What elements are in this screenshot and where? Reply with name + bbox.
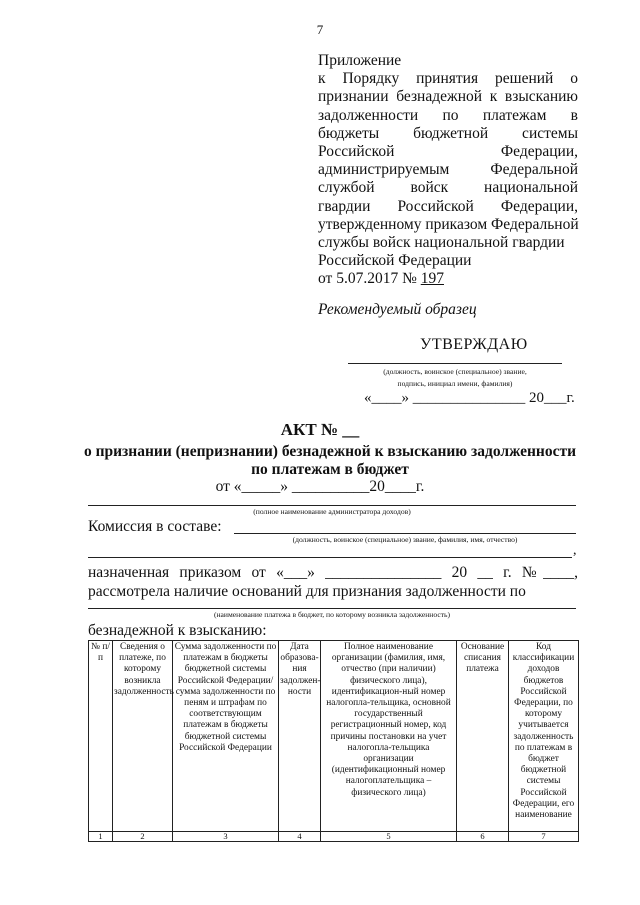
appendix-line: администрируемым Федеральной (318, 161, 578, 179)
table-number-cell: 6 (457, 832, 509, 842)
debt-table (88, 640, 579, 842)
sample-label: Рекомендуемый образец (318, 301, 477, 318)
appendix-title: Приложение (318, 52, 402, 69)
act-subtitle-line: о признании (непризнании) безнадежной к взысканию задолженности (83, 443, 577, 460)
table-header-cell: Код классификации доходов бюджетов Российской Федерации, по которому учитывается задолженность по платежам в бюджет бюджетной системы Российской Федерации, его наименование (509, 641, 579, 832)
comma: , (573, 543, 577, 558)
table-number-cell: 5 (321, 832, 457, 842)
signature-caption (348, 366, 562, 390)
appointed-line: назначенная приказом от «___» _______________ 20 __ г. №____, (88, 564, 578, 581)
appendix-line: к Порядку принятия решений о (318, 70, 578, 88)
table-header-cell: Основание списания платежа (457, 641, 509, 832)
signature-caption-line: (должность, воинское (специальное) звание, (383, 367, 527, 376)
payment-caption: (наименование платежа в бюджет, по которому возникла задолженность) (213, 610, 451, 619)
order-number: 197 (420, 270, 444, 288)
act-subtitle-line: по платежам в бюджет (251, 461, 409, 478)
admin-name-line (88, 505, 576, 506)
order-prefix: от 5.07.2017 № (318, 270, 417, 288)
reviewed-line: рассмотрела наличие оснований для признания задолженности по (88, 583, 526, 600)
appendix-line: службой войск национальной (318, 179, 578, 197)
commission-continuation-line (88, 557, 572, 558)
table-header-cell: Сведения о платеже, по которому возникла задолженность (113, 641, 173, 832)
table-number-cell: 3 (173, 832, 279, 842)
order-reference (318, 270, 578, 288)
payment-line (88, 608, 576, 609)
act-title: АКТ № __ (280, 420, 360, 439)
approve-date-line: «____» _______________ 20___г. (364, 390, 575, 406)
appendix-line: Российской Федерации, (318, 143, 578, 161)
appendix-line: признании безнадежной к взысканию (318, 88, 578, 106)
act-date-line: от «_____» __________20____г. (215, 478, 425, 495)
table-header-cell: № п/п (89, 641, 113, 832)
table-number-cell: 4 (279, 832, 321, 842)
appendix-line: бюджеты бюджетной системы (318, 124, 578, 142)
signature-line (348, 363, 562, 364)
table-header-row (89, 641, 579, 832)
act-subtitle (80, 443, 580, 479)
approve-title: УТВЕРЖДАЮ (420, 336, 528, 353)
table-number-cell: 1 (89, 832, 113, 842)
page-number: 7 (316, 22, 324, 37)
table-header-cell: Дата образова-ния задолжен-ности (279, 641, 321, 832)
table-number-cell: 2 (113, 832, 173, 842)
appendix-line: задолженности по платежам в (318, 106, 578, 124)
table-number-cell: 7 (509, 832, 579, 842)
appendix-line: Российской Федерации (318, 252, 472, 270)
appendix-line: гвардии Российской Федерации, (318, 197, 578, 215)
commission-label: Комиссия в составе: (88, 518, 222, 535)
commission-line (234, 533, 576, 534)
appendix-line: службы войск национальной гвардии (318, 234, 565, 252)
admin-caption: (полное наименование администратора доходов) (253, 507, 411, 516)
appendix-line: утвержденному приказом Федеральной (318, 215, 579, 233)
table-header-cell: Полное наименование организации (фамилия, имя, отчество (при наличии) физического лица), идентификацион-ный номер налогопла-тельщика, основной государственный регистрационный номер, код причины постановки на учет налогопла-тельщика организации (идентификационный номер налогоплательщика – физического лица) (321, 641, 457, 832)
hopeless-label: безнадежной к взысканию: (88, 622, 267, 639)
appendix-block (318, 52, 578, 289)
signature-caption-line: подпись, инициал имени, фамилия) (397, 379, 513, 388)
table-number-row (89, 832, 579, 842)
table-header-cell: Сумма задолженности по платежам в бюджеты бюджетной системы Российской Федерации/сумма задолженности по пеням и штрафам по соответствующим платежам в бюджеты бюджетной системы Российской Федерации (173, 641, 279, 832)
commission-caption: (должность, воинское (специальное) звание, фамилия, имя, отчество) (292, 535, 518, 544)
